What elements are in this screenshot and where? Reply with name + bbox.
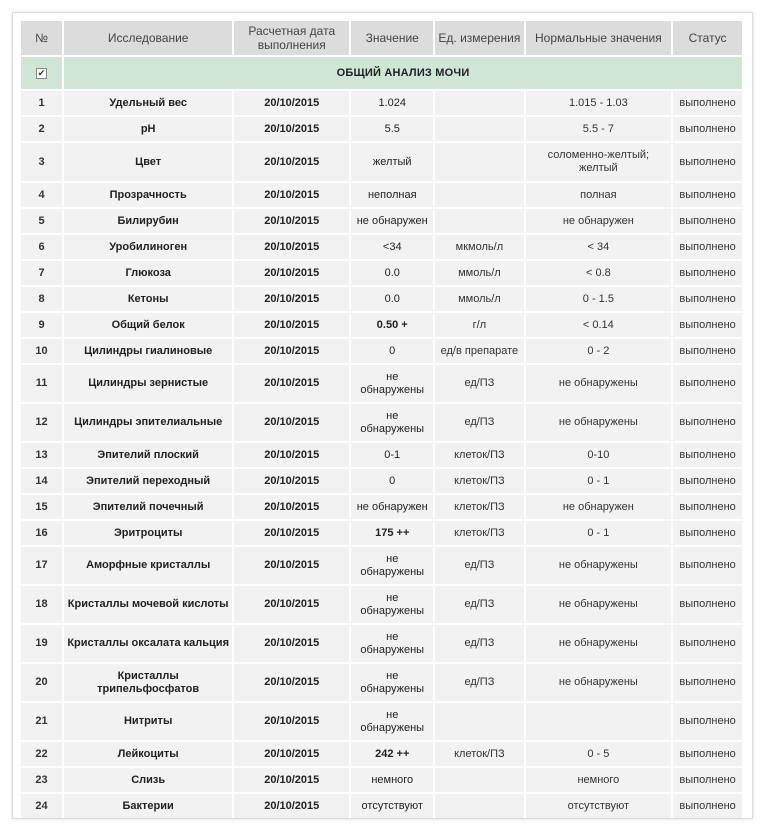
result-value: не обнаружены [351,404,433,441]
unit: клеток/ПЗ [435,495,523,519]
row-number: 3 [21,143,62,181]
study-name: Эритроциты [64,521,232,545]
unit: ед/ПЗ [435,547,523,584]
row-number: 12 [21,404,62,441]
planned-date: 20/10/2015 [234,703,349,740]
table-row [21,703,742,740]
normal-range: отсутствуют [526,794,672,818]
unit: клеток/ПЗ [435,521,523,545]
study-name: pH [64,117,232,141]
planned-date: 20/10/2015 [234,235,349,259]
study-name: Слизь [64,768,232,792]
planned-date: 20/10/2015 [234,495,349,519]
table-row [21,209,742,233]
status: выполнено [673,287,742,311]
unit: клеток/ПЗ [435,443,523,467]
study-name: Кристаллы мочевой кислоты [64,586,232,623]
unit [435,117,523,141]
row-number: 19 [21,625,62,662]
table-row [21,664,742,701]
row-number: 15 [21,495,62,519]
unit: ед/ПЗ [435,625,523,662]
row-number: 4 [21,183,62,207]
status: выполнено [673,209,742,233]
row-number: 22 [21,742,62,766]
status: выполнено [673,664,742,701]
unit: ед/в препарате [435,339,523,363]
normal-range: не обнаружены [526,586,672,623]
status: выполнено [673,586,742,623]
study-name: Общий белок [64,313,232,337]
table-row [21,117,742,141]
row-number: 9 [21,313,62,337]
result-value: 1.024 [351,91,433,115]
row-number: 20 [21,664,62,701]
normal-range: не обнаружены [526,365,672,402]
unit [435,703,523,740]
header-date: Расчетная дата выполнения [234,21,349,55]
row-number: 10 [21,339,62,363]
result-value: 0.0 [351,261,433,285]
study-name: Бактерии [64,794,232,818]
normal-range: немного [526,768,672,792]
status: выполнено [673,91,742,115]
table-row [21,521,742,545]
unit: ед/ПЗ [435,586,523,623]
normal-range: < 0.8 [526,261,672,285]
planned-date: 20/10/2015 [234,547,349,584]
result-value: отсутствуют [351,794,433,818]
study-name: Аморфные кристаллы [64,547,232,584]
status: выполнено [673,469,742,493]
result-value: не обнаружен [351,209,433,233]
table-row [21,235,742,259]
study-name: Кристаллы трипельфосфатов [64,664,232,701]
table-row [21,547,742,584]
normal-range: 0-10 [526,443,672,467]
normal-range: не обнаружены [526,404,672,441]
table-row [21,768,742,792]
planned-date: 20/10/2015 [234,443,349,467]
unit [435,91,523,115]
study-name: Кристаллы оксалата кальция [64,625,232,662]
study-name: Кетоны [64,287,232,311]
header-norm: Нормальные значения [526,21,672,55]
status: выполнено [673,521,742,545]
normal-range: 0 - 5 [526,742,672,766]
normal-range: не обнаружены [526,625,672,662]
normal-range: 0 - 1.5 [526,287,672,311]
result-value: 0 [351,469,433,493]
result-value: не обнаружены [351,664,433,701]
planned-date: 20/10/2015 [234,117,349,141]
normal-range: < 0.14 [526,313,672,337]
status: выполнено [673,768,742,792]
row-number: 8 [21,287,62,311]
status: выполнено [673,742,742,766]
status: выполнено [673,235,742,259]
status: выполнено [673,404,742,441]
row-number: 18 [21,586,62,623]
row-number: 14 [21,469,62,493]
row-number: 17 [21,547,62,584]
row-number: 7 [21,261,62,285]
table-header-row [21,21,742,55]
study-name: Цилиндры зернистые [64,365,232,402]
result-value: 175 ++ [351,521,433,545]
planned-date: 20/10/2015 [234,768,349,792]
row-number: 24 [21,794,62,818]
results-panel [12,12,753,819]
normal-range: не обнаружен [526,209,672,233]
study-name: Уробилиноген [64,235,232,259]
table-row [21,365,742,402]
row-number: 11 [21,365,62,402]
table-row [21,287,742,311]
result-value: 0-1 [351,443,433,467]
result-value: 0 [351,339,433,363]
result-value: не обнаружены [351,365,433,402]
status: выполнено [673,703,742,740]
section-checkbox[interactable]: ✔ [37,67,46,78]
status: выполнено [673,625,742,662]
study-name: Эпителий переходный [64,469,232,493]
status: выполнено [673,495,742,519]
result-value: не обнаружены [351,547,433,584]
result-value: не обнаружены [351,703,433,740]
study-name: Лейкоциты [64,742,232,766]
table-row [21,443,742,467]
planned-date: 20/10/2015 [234,404,349,441]
row-number: 1 [21,91,62,115]
table-row [21,794,742,818]
unit: ед/ПЗ [435,365,523,402]
table-row [21,625,742,662]
row-number: 6 [21,235,62,259]
normal-range: соломенно-желтый; желтый [526,143,672,181]
normal-range: < 34 [526,235,672,259]
unit: ед/ПЗ [435,664,523,701]
result-value: не обнаружен [351,495,433,519]
unit: мкмоль/л [435,235,523,259]
result-value: неполная [351,183,433,207]
row-number: 23 [21,768,62,792]
status: выполнено [673,261,742,285]
planned-date: 20/10/2015 [234,365,349,402]
study-name: Цилиндры гиалиновые [64,339,232,363]
normal-range: не обнаружен [526,495,672,519]
table-row [21,742,742,766]
study-name: Эпителий почечный [64,495,232,519]
table-row [21,91,742,115]
result-value: 0.50 + [351,313,433,337]
section-title: ОБЩИЙ АНАЛИЗ МОЧИ [64,57,742,89]
unit [435,209,523,233]
header-num: № [21,21,62,55]
results-table [19,19,744,820]
result-value: 242 ++ [351,742,433,766]
table-row [21,469,742,493]
row-number: 16 [21,521,62,545]
row-number: 21 [21,703,62,740]
table-row [21,143,742,181]
table-row [21,183,742,207]
unit [435,768,523,792]
status: выполнено [673,339,742,363]
status: выполнено [673,443,742,467]
study-name: Нитриты [64,703,232,740]
result-value: не обнаружены [351,586,433,623]
planned-date: 20/10/2015 [234,664,349,701]
study-name: Удельный вес [64,91,232,115]
study-name: Цилиндры эпителиальные [64,404,232,441]
result-value: 0.0 [351,287,433,311]
unit [435,143,523,181]
unit: клеток/ПЗ [435,742,523,766]
planned-date: 20/10/2015 [234,625,349,662]
status: выполнено [673,313,742,337]
row-number: 13 [21,443,62,467]
study-name: Эпителий плоский [64,443,232,467]
normal-range: не обнаружены [526,547,672,584]
unit: ед/ПЗ [435,404,523,441]
planned-date: 20/10/2015 [234,209,349,233]
row-number: 5 [21,209,62,233]
study-name: Прозрачность [64,183,232,207]
planned-date: 20/10/2015 [234,287,349,311]
unit: г/л [435,313,523,337]
result-value: немного [351,768,433,792]
result-value: не обнаружены [351,625,433,662]
status: выполнено [673,365,742,402]
status: выполнено [673,794,742,818]
normal-range: 1.015 - 1.03 [526,91,672,115]
normal-range: не обнаружены [526,664,672,701]
result-value: желтый [351,143,433,181]
section-row [21,57,742,89]
status: выполнено [673,547,742,584]
unit: ммоль/л [435,287,523,311]
normal-range: 0 - 2 [526,339,672,363]
unit: клеток/ПЗ [435,469,523,493]
result-value: 5.5 [351,117,433,141]
normal-range: полная [526,183,672,207]
status: выполнено [673,183,742,207]
normal-range: 0 - 1 [526,521,672,545]
table-row [21,261,742,285]
table-row [21,313,742,337]
header-study: Исследование [64,21,232,55]
header-status: Статус [673,21,742,55]
normal-range: 5.5 - 7 [526,117,672,141]
unit [435,794,523,818]
study-name: Глюкоза [64,261,232,285]
header-unit: Ед. измерения [435,21,523,55]
study-name: Цвет [64,143,232,181]
planned-date: 20/10/2015 [234,521,349,545]
table-row [21,404,742,441]
unit [435,183,523,207]
planned-date: 20/10/2015 [234,742,349,766]
normal-range: 0 - 1 [526,469,672,493]
planned-date: 20/10/2015 [234,586,349,623]
table-row [21,339,742,363]
planned-date: 20/10/2015 [234,794,349,818]
planned-date: 20/10/2015 [234,91,349,115]
normal-range [526,703,672,740]
planned-date: 20/10/2015 [234,313,349,337]
planned-date: 20/10/2015 [234,469,349,493]
planned-date: 20/10/2015 [234,339,349,363]
planned-date: 20/10/2015 [234,143,349,181]
table-row [21,586,742,623]
status: выполнено [673,143,742,181]
status: выполнено [673,117,742,141]
section-checkbox-cell[interactable] [21,57,62,89]
planned-date: 20/10/2015 [234,261,349,285]
planned-date: 20/10/2015 [234,183,349,207]
study-name: Билирубин [64,209,232,233]
unit: ммоль/л [435,261,523,285]
result-value: <34 [351,235,433,259]
row-number: 2 [21,117,62,141]
header-value: Значение [351,21,433,55]
table-row [21,495,742,519]
